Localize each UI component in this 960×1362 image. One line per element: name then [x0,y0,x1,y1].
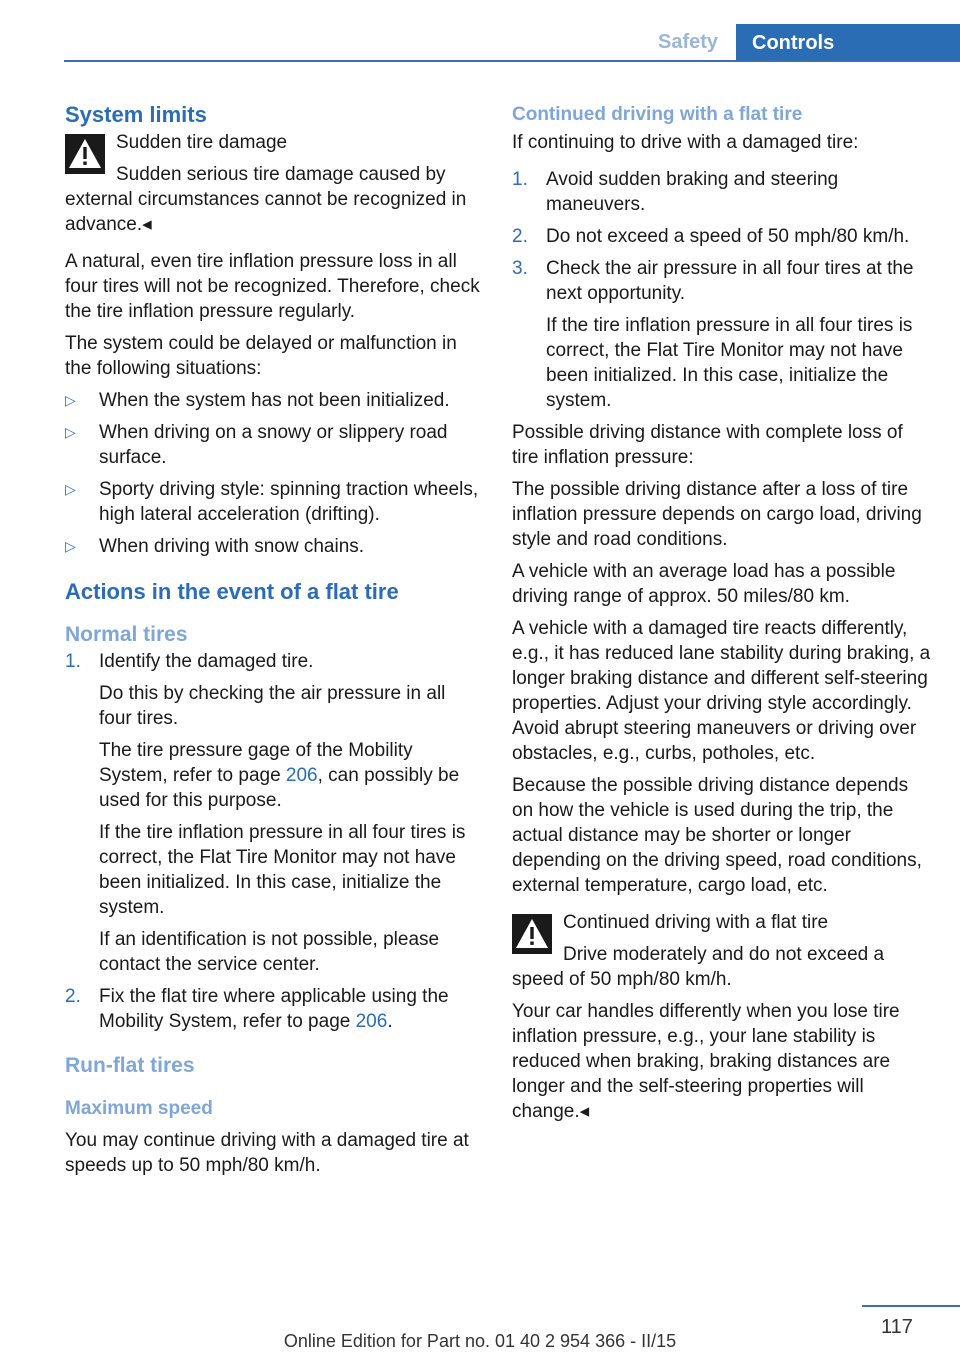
right-column [512,100,932,1131]
step-text: Avoid sudden braking and steering maneuvers. [546,169,839,215]
step-text-part: Fix the flat tire where applicable using the Mobility System, refer to page [99,986,449,1032]
triangle-bullet-icon: ▷ [65,392,76,408]
page-link[interactable]: 206 [355,1011,388,1032]
system-limits-heading: System limits [65,102,207,127]
flat-tire-heading: Actions in the event of a flat tire [65,579,399,604]
step-detail [99,738,483,813]
situation-list [65,388,483,559]
continued-driving-heading: Continued driving with a flat tire [512,104,803,125]
step-text: Identify the damaged tire. [99,651,314,672]
step-text-part: . [387,1011,393,1032]
page-header [0,0,960,62]
warning-text: Sudden serious tire damage caused by external circumstances cannot be recognized in advance.◂ [65,164,467,235]
paragraph: A vehicle with a damaged tire reacts differently, e.g., it has reduced lane stability during braking, a longer braking distance and different self-steering properties. Adjust your driving style accordingly. Avoid abrupt steering maneuvers or driving over obstacles, e.g., curbs, potholes, etc. [512,618,931,764]
step-number: 2. [65,986,81,1007]
list-item [65,984,483,1034]
continued-driving-steps [512,167,932,413]
warning-icon [65,134,105,174]
tab-controls[interactable]: Controls [736,24,960,62]
list-item [65,649,483,977]
edition-note: Online Edition for Part no. 01 40 2 954 366 - II/15 [283,1331,677,1351]
step-detail: If the tire inflation pressure in all four tires is correct, the Flat Tire Monitor may not have been initialized. In this case, initialize the system. [99,822,466,918]
triangle-bullet-icon: ▷ [65,424,76,440]
paragraph: If continuing to drive with a damaged tire: [512,132,859,153]
step-detail-text: , can possibly be used for this purpose. [99,765,460,811]
paragraph: A natural, even tire inflation pressure loss in all four tires will not be recognized. Therefore, check the tire inflation pressure regularly. [65,251,480,322]
list-item [512,256,932,413]
warning-icon [512,914,552,954]
step-number: 3. [512,258,528,279]
warning-title: Sudden tire damage [116,132,288,153]
tab-safety[interactable]: Safety [657,30,719,53]
step-number: 2. [512,226,528,247]
run-flat-tires-heading: Run-flat tires [65,1054,195,1077]
paragraph: You may continue driving with a damaged tire at speeds up to 50 mph/80 km/h. [65,1130,469,1176]
list-item-text: When driving with snow chains. [99,536,365,557]
triangle-bullet-icon: ▷ [65,538,76,554]
step-detail: Do this by checking the air pressure in all four tires. [99,683,446,729]
step-number: 1. [65,651,81,672]
list-item [65,534,483,559]
step-text: Check the air pressure in all four tires at the next opportunity. [546,258,914,304]
warning-continued-driving [512,910,932,992]
list-item [512,224,932,249]
header-divider [64,60,960,62]
paragraph: The possible driving distance after a loss of tire inflation pressure depends on cargo load, driving style and road conditions. [512,479,922,550]
step-number: 1. [512,169,528,190]
list-item [65,477,483,527]
step-detail: If the tire inflation pressure in all four tires is correct, the Flat Tire Monitor may not have been initialized. In this case, initialize the system. [546,315,913,411]
list-item-text: Sporty driving style: spinning traction wheels, high lateral acceleration (drifting). [99,479,479,525]
paragraph: Your car handles differently when you lose tire inflation pressure, e.g., your lane stability is reduced when braking, braking distances are longer and the self-steering properties will change.◂ [512,1001,900,1122]
list-item [65,388,483,413]
normal-tires-heading: Normal tires [65,623,188,646]
normal-tires-steps [65,649,483,1034]
page-link[interactable]: 206 [285,765,318,786]
warning-text: Drive moderately and do not exceed a speed of 50 mph/80 km/h. [512,944,885,990]
step-detail-text: The tire pressure gage of the Mobility System, refer to page [99,740,413,786]
paragraph: Because the possible driving distance depends on how the vehicle is used during the trip, the actual distance may be shorter or longer depending on the driving speed, road conditions, external temperature, cargo load, etc. [512,775,922,896]
step-text [99,984,483,1034]
paragraph: The system could be delayed or malfunction in the following situations: [65,333,457,379]
paragraph: Possible driving distance with complete loss of tire inflation pressure: [512,422,903,468]
step-text: Do not exceed a speed of 50 mph/80 km/h. [546,226,910,247]
list-item-text: When the system has not been initialized. [99,390,450,411]
maximum-speed-heading: Maximum speed [65,1098,213,1119]
left-column [65,100,483,1185]
list-item-text: When driving on a snowy or slippery road surface. [99,422,448,468]
triangle-bullet-icon: ▷ [65,481,76,497]
list-item [65,420,483,470]
page-number: 117 [881,1316,913,1338]
warning-sudden-tire-damage [65,130,483,237]
paragraph: A vehicle with an average load has a possible driving range of approx. 50 miles/80 km. [512,561,896,607]
list-item [512,167,932,217]
footer-divider [862,1305,960,1307]
step-detail: If an identification is not possible, please contact the service center. [99,929,440,975]
warning-title: Continued driving with a flat tire [563,912,829,933]
